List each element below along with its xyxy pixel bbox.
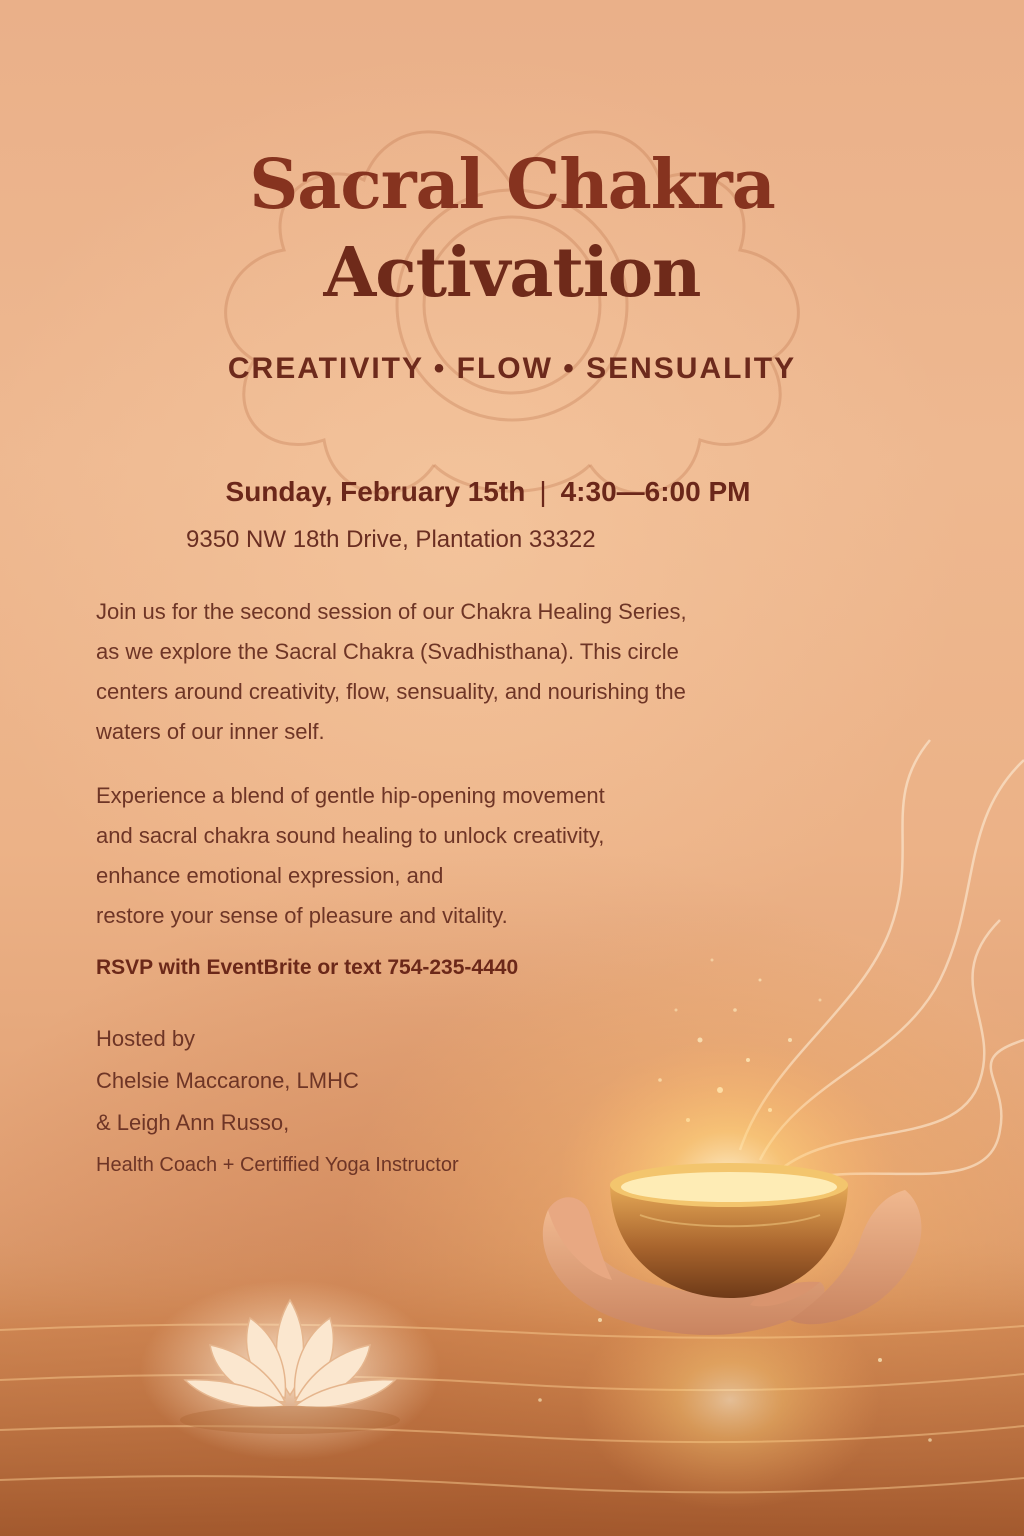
date-time-separator: | xyxy=(539,476,547,507)
event-address: 9350 NW 18th Drive, Plantation 33322 xyxy=(186,526,596,553)
paragraph-2-line: restore your sense of pleasure and vitality. xyxy=(96,903,508,928)
paragraph-1-line: as we explore the Sacral Chakra (Svadhisthana). This circle xyxy=(96,639,679,664)
description-paragraph-1 xyxy=(96,592,687,752)
host-name-1: Chelsie Maccarone, LMHC xyxy=(96,1068,359,1093)
paragraph-1-line: Join us for the second session of our Chakra Healing Series, xyxy=(96,599,687,624)
hosted-by-label: Hosted by xyxy=(96,1026,196,1051)
hosted-by-section xyxy=(96,1018,459,1186)
description-paragraph-2 xyxy=(96,776,605,936)
paragraph-2-line: enhance emotional expression, and xyxy=(96,863,444,888)
tagline: CREATIVITY • FLOW • SENSUALITY xyxy=(227,352,797,385)
poster-title-line-2: Activation xyxy=(323,233,701,313)
host-name-2: & Leigh Ann Russo, xyxy=(96,1110,290,1135)
paragraph-2-line: and sacral chakra sound healing to unlock creativity, xyxy=(96,823,605,848)
event-time: 4:30—6:00 PM xyxy=(560,476,751,507)
event-date-time xyxy=(0,476,976,508)
rsvp-info: RSVP with EventBrite or text 754-235-4440 xyxy=(96,956,519,979)
host-2-role: Health Coach + Certiffied Yoga Instructor xyxy=(96,1154,459,1176)
paragraph-2-line: Experience a blend of gentle hip-opening movement xyxy=(96,783,605,808)
event-date: Sunday, February 15th xyxy=(225,476,526,507)
paragraph-1-line: centers around creativity, flow, sensuality, and nourishing the xyxy=(96,679,686,704)
paragraph-1-line: waters of our inner self. xyxy=(96,719,325,744)
poster-title-line-1: Sacral Chakra xyxy=(249,145,775,225)
